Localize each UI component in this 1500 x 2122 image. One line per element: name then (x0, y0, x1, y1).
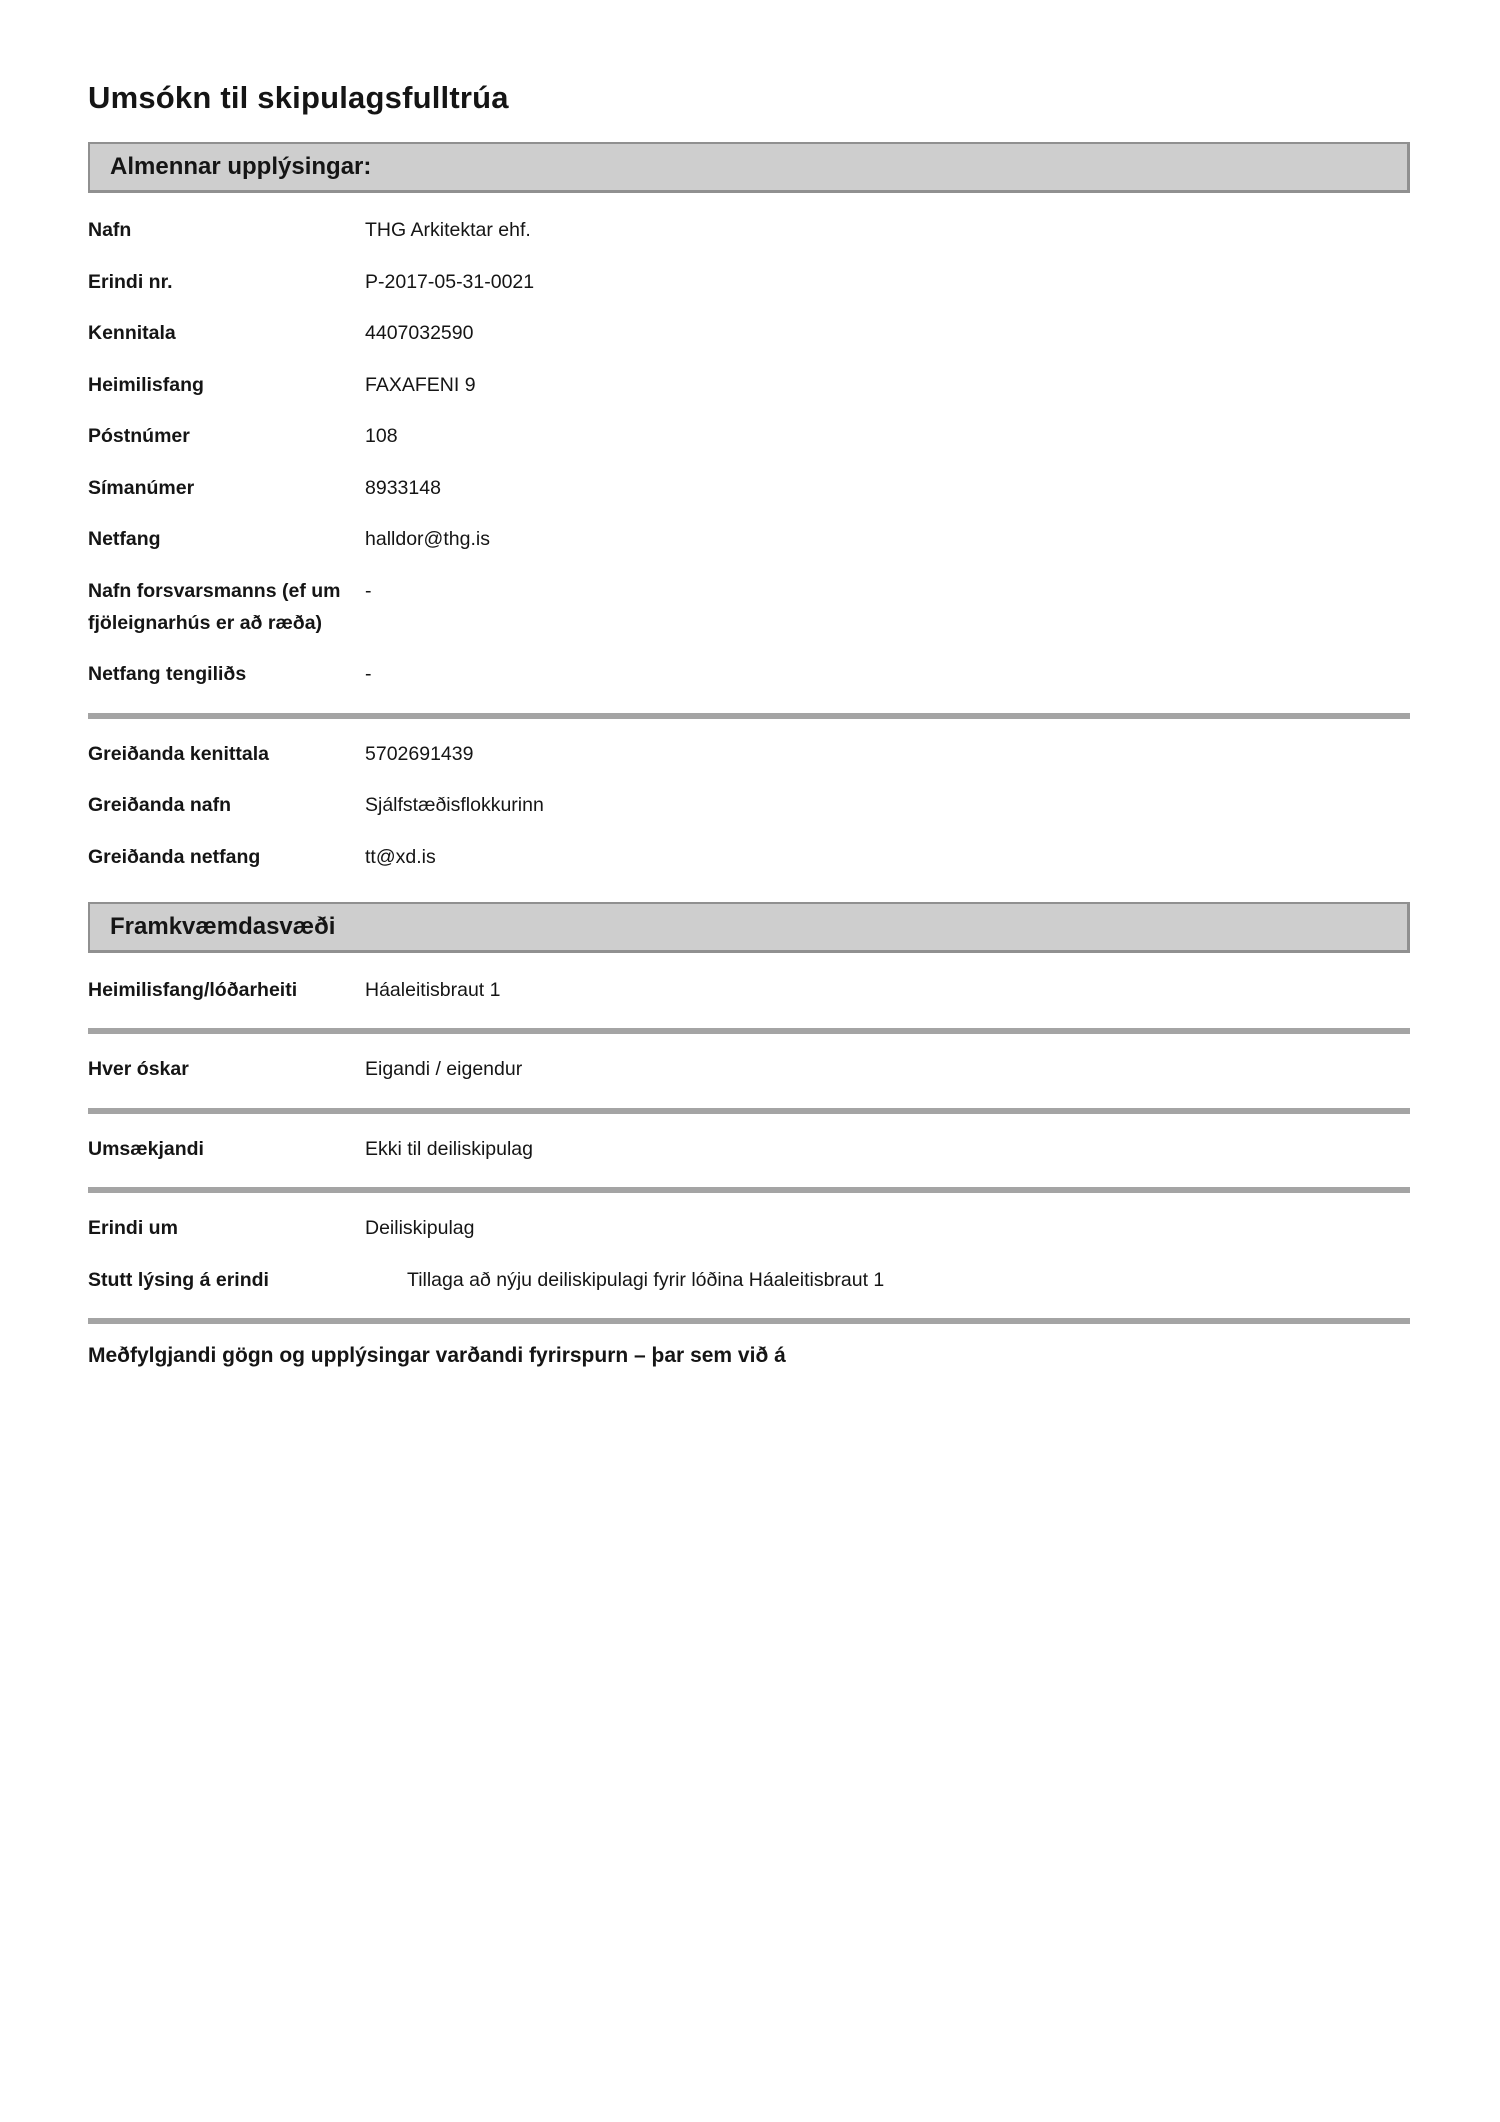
field-value: THG Arkitektar ehf. (365, 219, 531, 241)
field-value: 108 (365, 425, 398, 448)
field-value: halldor@thg.is (365, 528, 490, 551)
section-divider (88, 713, 1410, 719)
field-row-nafn (88, 205, 1410, 257)
field-value: 4407032590 (365, 322, 474, 345)
field-label: Nafn (88, 219, 132, 241)
field-row-netfang (88, 514, 1410, 566)
field-label: Heimilisfang (88, 373, 204, 396)
section-divider (88, 1187, 1410, 1193)
field-value: Eigandi / eigendur (365, 1058, 523, 1081)
field-label: Hver óskar (88, 1058, 189, 1081)
field-row-nafn-forsvarsmanns (88, 566, 1410, 649)
field-row-kennitala (88, 308, 1410, 360)
section-divider (88, 1318, 1410, 1324)
section-header-framkvaemdasvaedi: Framkvæmdasvæði (88, 902, 1410, 953)
field-row-erindi-um (88, 1203, 1410, 1255)
field-row-greidanda-kenittala (88, 729, 1410, 781)
field-value: 8933148 (365, 476, 441, 499)
field-row-erindi-nr (88, 257, 1410, 309)
field-value: tt@xd.is (365, 845, 436, 868)
field-value: Sjálfstæðisflokkurinn (365, 794, 544, 817)
field-label: Kennitala (88, 322, 176, 345)
field-label: Nafn forsvarsmanns (ef um fjöleignarhús er að ræða) (88, 580, 341, 634)
field-label: Umsækjandi (88, 1137, 204, 1160)
field-row-postnumer (88, 411, 1410, 463)
field-label: Erindi um (88, 1217, 178, 1240)
field-label: Heimilisfang/lóðarheiti (88, 978, 298, 1001)
field-label: Greiðanda nafn (88, 794, 232, 817)
field-value: Háaleitisbraut 1 (365, 978, 501, 1001)
field-value: Deiliskipulag (365, 1217, 475, 1240)
field-label: Stutt lýsing á erindi (88, 1268, 269, 1291)
field-row-stutt-lysing (88, 1255, 1410, 1307)
field-row-heimilisfang (88, 360, 1410, 412)
section-divider (88, 1028, 1410, 1034)
field-value: P-2017-05-31-0021 (365, 270, 535, 293)
field-label: Póstnúmer (88, 425, 190, 448)
field-row-greidanda-nafn (88, 780, 1410, 832)
field-row-greidanda-netfang (88, 832, 1410, 884)
field-row-umsaekjandi (88, 1124, 1410, 1176)
field-value: Ekki til deiliskipulag (365, 1137, 533, 1160)
field-label: Erindi nr. (88, 270, 173, 293)
document-content (88, 80, 1410, 1368)
field-label: Greiðanda kenittala (88, 742, 269, 765)
section-header-almennar-upplysingar: Almennar upplýsingar: (88, 142, 1410, 193)
page-title: Umsókn til skipulagsfulltrúa (88, 80, 509, 115)
field-label: Netfang tengiliðs (88, 663, 247, 686)
field-value: - (365, 580, 372, 603)
field-row-simanumer (88, 463, 1410, 515)
field-row-netfang-tengilids (88, 649, 1410, 701)
attachments-heading: Meðfylgjandi gögn og upplýsingar varðandi fyrirspurn – þar sem við á (88, 1344, 786, 1368)
field-label: Símanúmer (88, 476, 195, 499)
field-value: FAXAFENI 9 (365, 373, 476, 396)
field-row-hver-oskar (88, 1044, 1410, 1096)
field-row-heimilisfang-lodarheiti (88, 965, 1410, 1017)
field-value: - (365, 663, 372, 686)
field-value: Tillaga að nýju deiliskipulagi fyrir lóðina Háaleitisbraut 1 (407, 1268, 885, 1291)
field-value: 5702691439 (365, 742, 474, 765)
section-divider (88, 1108, 1410, 1114)
field-label: Netfang (88, 528, 161, 551)
field-label: Greiðanda netfang (88, 845, 261, 868)
